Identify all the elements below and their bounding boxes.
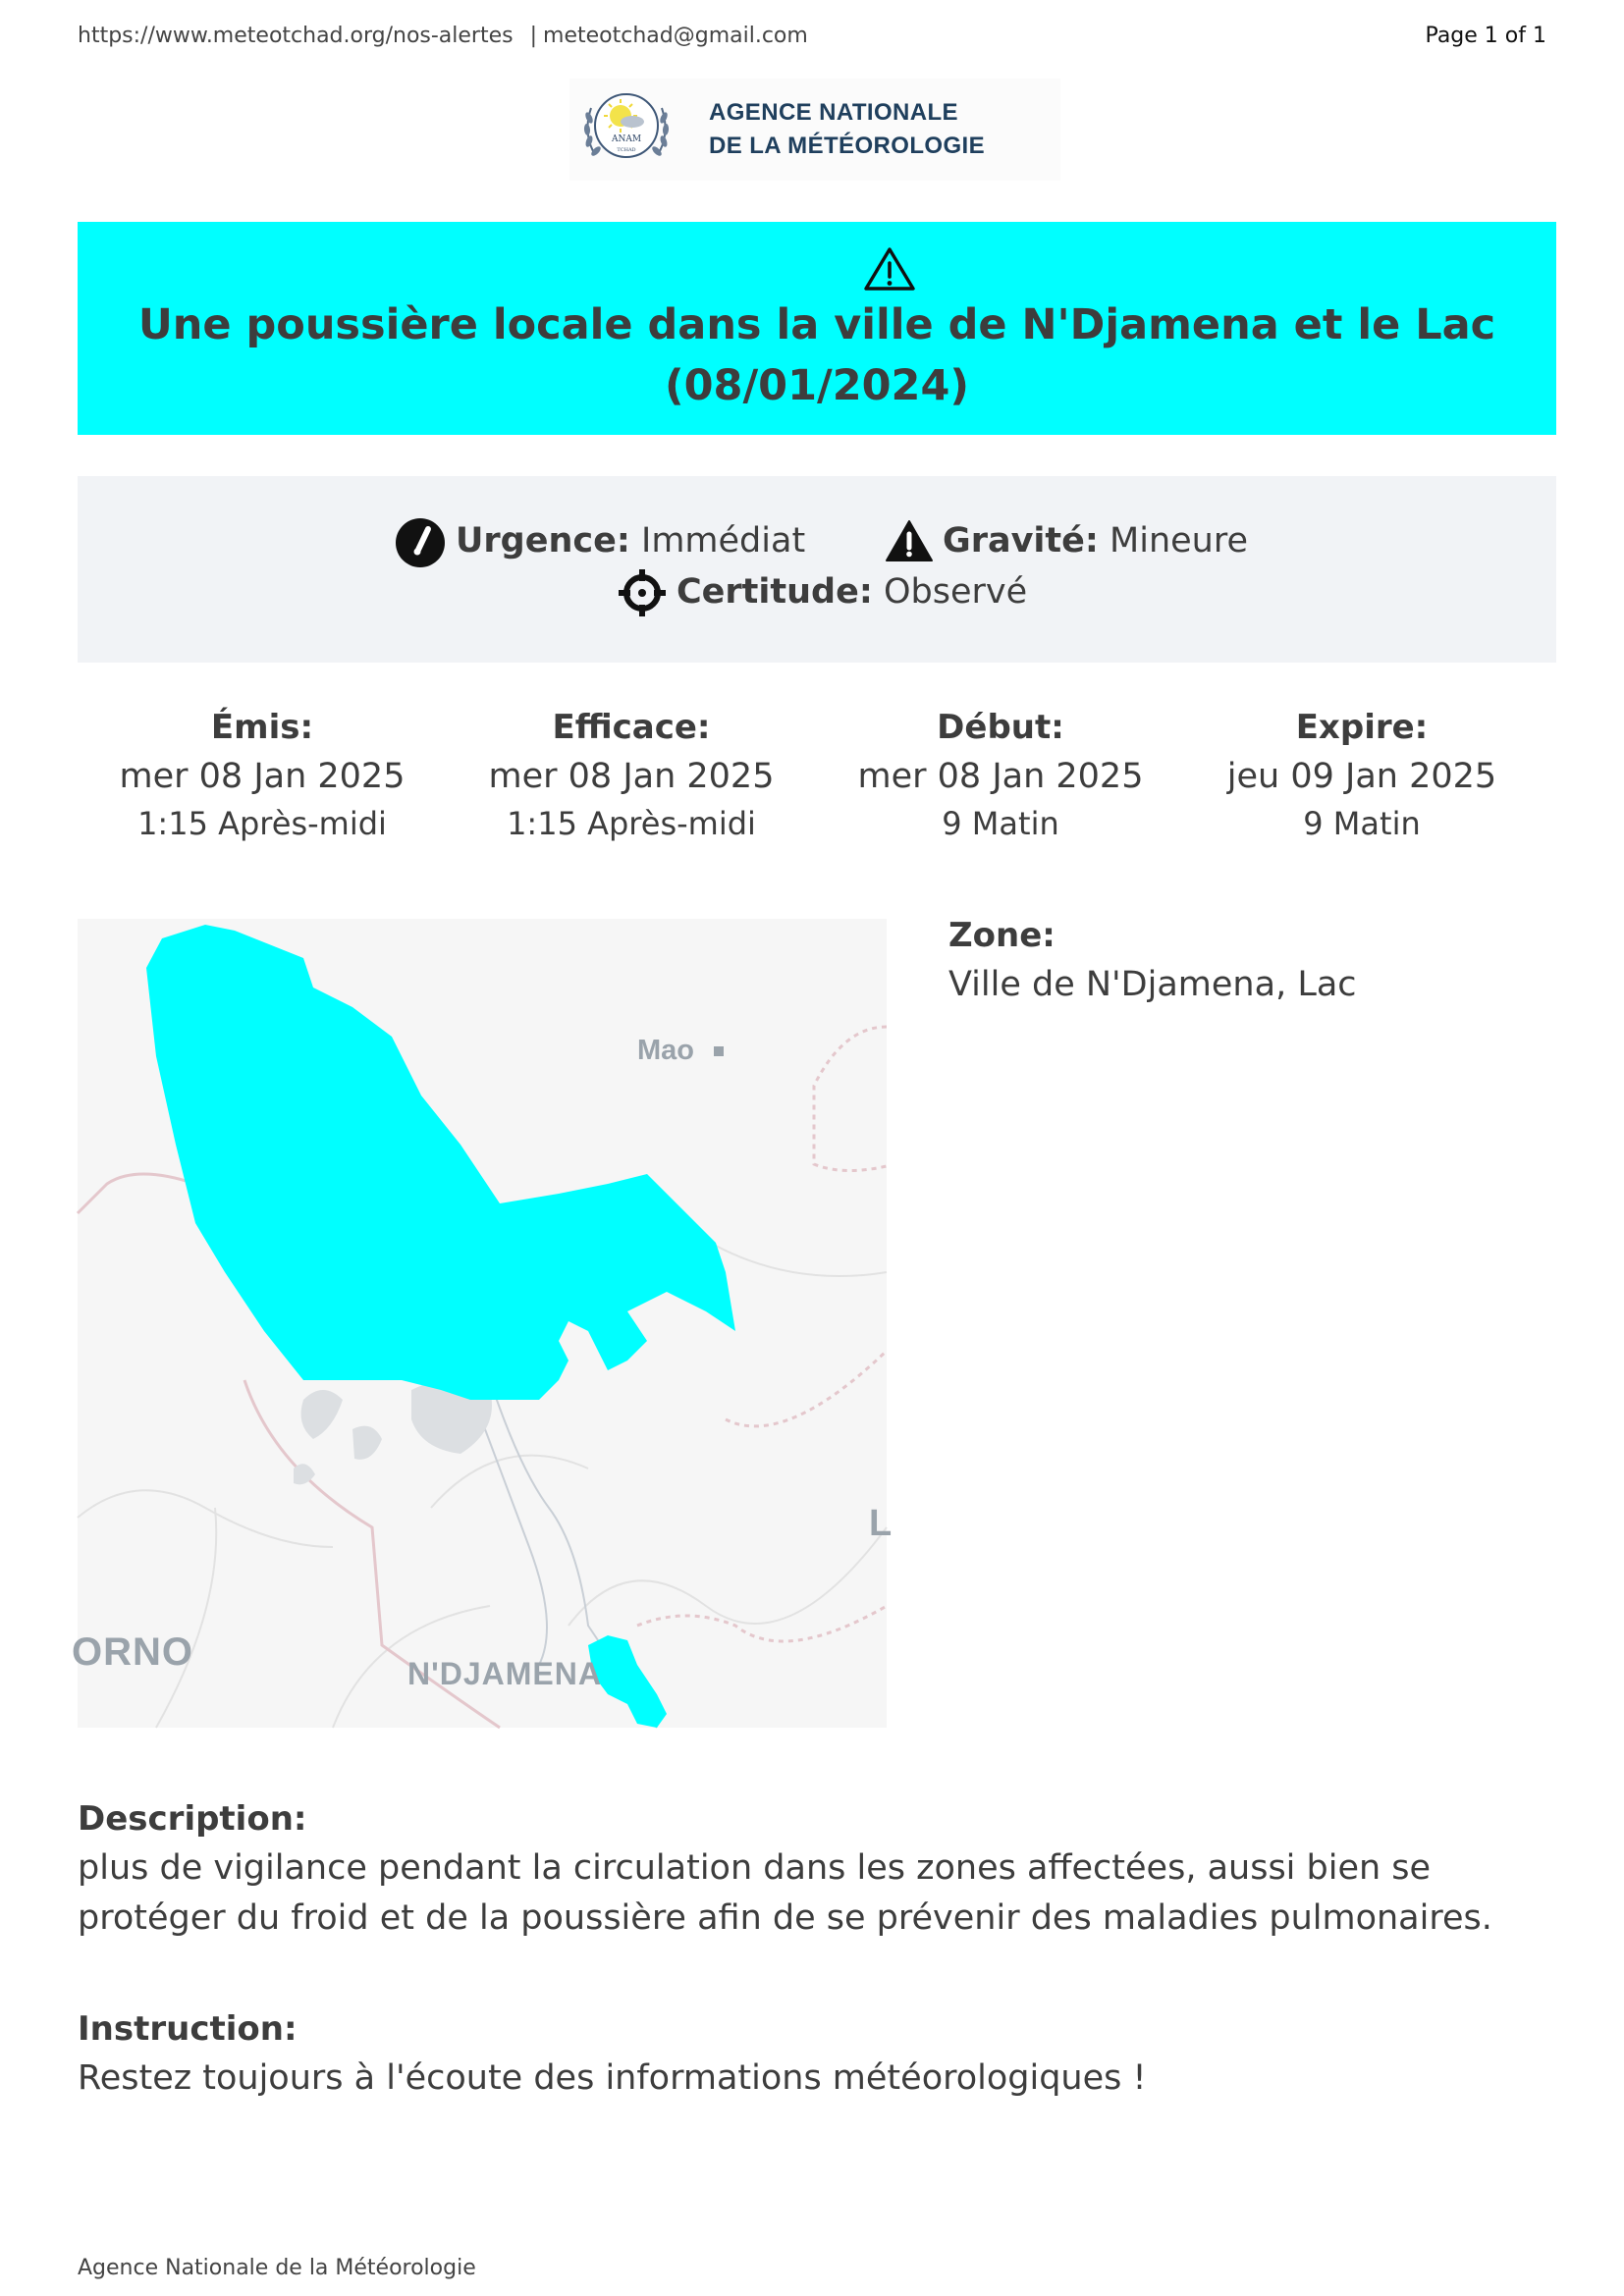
- alert-banner: [78, 222, 1556, 435]
- issued-label: Émis:: [210, 708, 314, 747]
- agency-name-line1: AGENCE NATIONALE: [709, 99, 958, 126]
- certainty-label: Certitude:: [677, 572, 873, 612]
- agency-name-line2: DE LA MÉTÉOROLOGIE: [709, 133, 985, 159]
- expires-date: jeu 09 Jan 2025: [1226, 757, 1497, 796]
- severity-property: [886, 519, 1248, 562]
- source-url-link[interactable]: https://www.meteotchad.org/nos-alertes: [78, 24, 514, 48]
- mao-city-dot: [714, 1046, 724, 1056]
- description-section: [78, 1794, 1556, 1944]
- issued-date: mer 08 Jan 2025: [119, 757, 406, 796]
- gauge-icon: [395, 517, 446, 568]
- instruction-label: Instruction:: [78, 2009, 298, 2049]
- warning-icon: [863, 245, 916, 293]
- onset-date: mer 08 Jan 2025: [857, 757, 1144, 796]
- page-header: [78, 24, 1546, 53]
- effective-date: mer 08 Jan 2025: [488, 757, 775, 796]
- agency-seal-icon: [575, 82, 677, 177]
- certainty-property: [618, 570, 1027, 614]
- map-label-ndjamena: N'DJAMENA: [407, 1656, 602, 1691]
- effective-time: [447, 703, 816, 846]
- agency-name: [709, 96, 985, 163]
- map-label-edge: L: [869, 1503, 893, 1544]
- onset-hour: 9 Matin: [942, 805, 1059, 842]
- crosshair-icon: [618, 568, 667, 617]
- instruction-section: [78, 2004, 1556, 2104]
- expires-hour: 9 Matin: [1303, 805, 1421, 842]
- issued-hour: 1:15 Après-midi: [137, 805, 387, 842]
- alert-map[interactable]: [72, 919, 893, 1728]
- issued-time: [78, 703, 447, 846]
- severity-warning-icon: [886, 519, 933, 562]
- severity-label: Gravité:: [943, 521, 1099, 561]
- onset-label: Début:: [937, 708, 1064, 747]
- agency-logo: [569, 79, 1060, 181]
- certainty-value: Observé: [884, 572, 1028, 612]
- zone-label: Zone:: [948, 916, 1056, 955]
- expires-time: [1177, 703, 1546, 846]
- page-number: Page 1 of 1: [1425, 24, 1546, 48]
- alert-title: Une poussière locale dans la ville de N'Djamena et le Lac (08/01/2024): [137, 300, 1496, 410]
- urgency-value: Immédiat: [641, 521, 806, 561]
- header-separator: |: [529, 24, 538, 48]
- alert-times: [78, 703, 1556, 850]
- seal-subtext: TCHAD: [617, 147, 636, 153]
- alert-properties: [78, 476, 1556, 663]
- urgency-property: [395, 519, 805, 562]
- map-label-borno: ORNO: [72, 1630, 193, 1674]
- alert-zone: [948, 911, 1357, 1009]
- severity-value: Mineure: [1110, 521, 1249, 561]
- effective-label: Efficace:: [552, 708, 711, 747]
- seal-text: ANAM: [611, 134, 642, 144]
- map-label-mao: Mao: [637, 1035, 694, 1066]
- map-canvas: [72, 919, 893, 1728]
- effective-hour: 1:15 Après-midi: [507, 805, 756, 842]
- description-text: plus de vigilance pendant la circulation dans les zones affectées, aussi bien se protéger du froid et de la poussière afin de se prévenir des maladies pulmonaires.: [78, 1848, 1492, 1938]
- description-label: Description:: [78, 1799, 307, 1839]
- email-link[interactable]: meteotchad@gmail.com: [543, 24, 808, 48]
- header-source: [78, 24, 808, 48]
- instruction-text: Restez toujours à l'écoute des informations météorologiques !: [78, 2058, 1147, 2098]
- expires-label: Expire:: [1295, 708, 1429, 747]
- zone-value: Ville de N'Djamena, Lac: [948, 965, 1357, 1004]
- onset-time: [816, 703, 1185, 846]
- page-footer: Agence Nationale de la Météorologie: [78, 2256, 476, 2280]
- urgency-label: Urgence:: [456, 521, 630, 561]
